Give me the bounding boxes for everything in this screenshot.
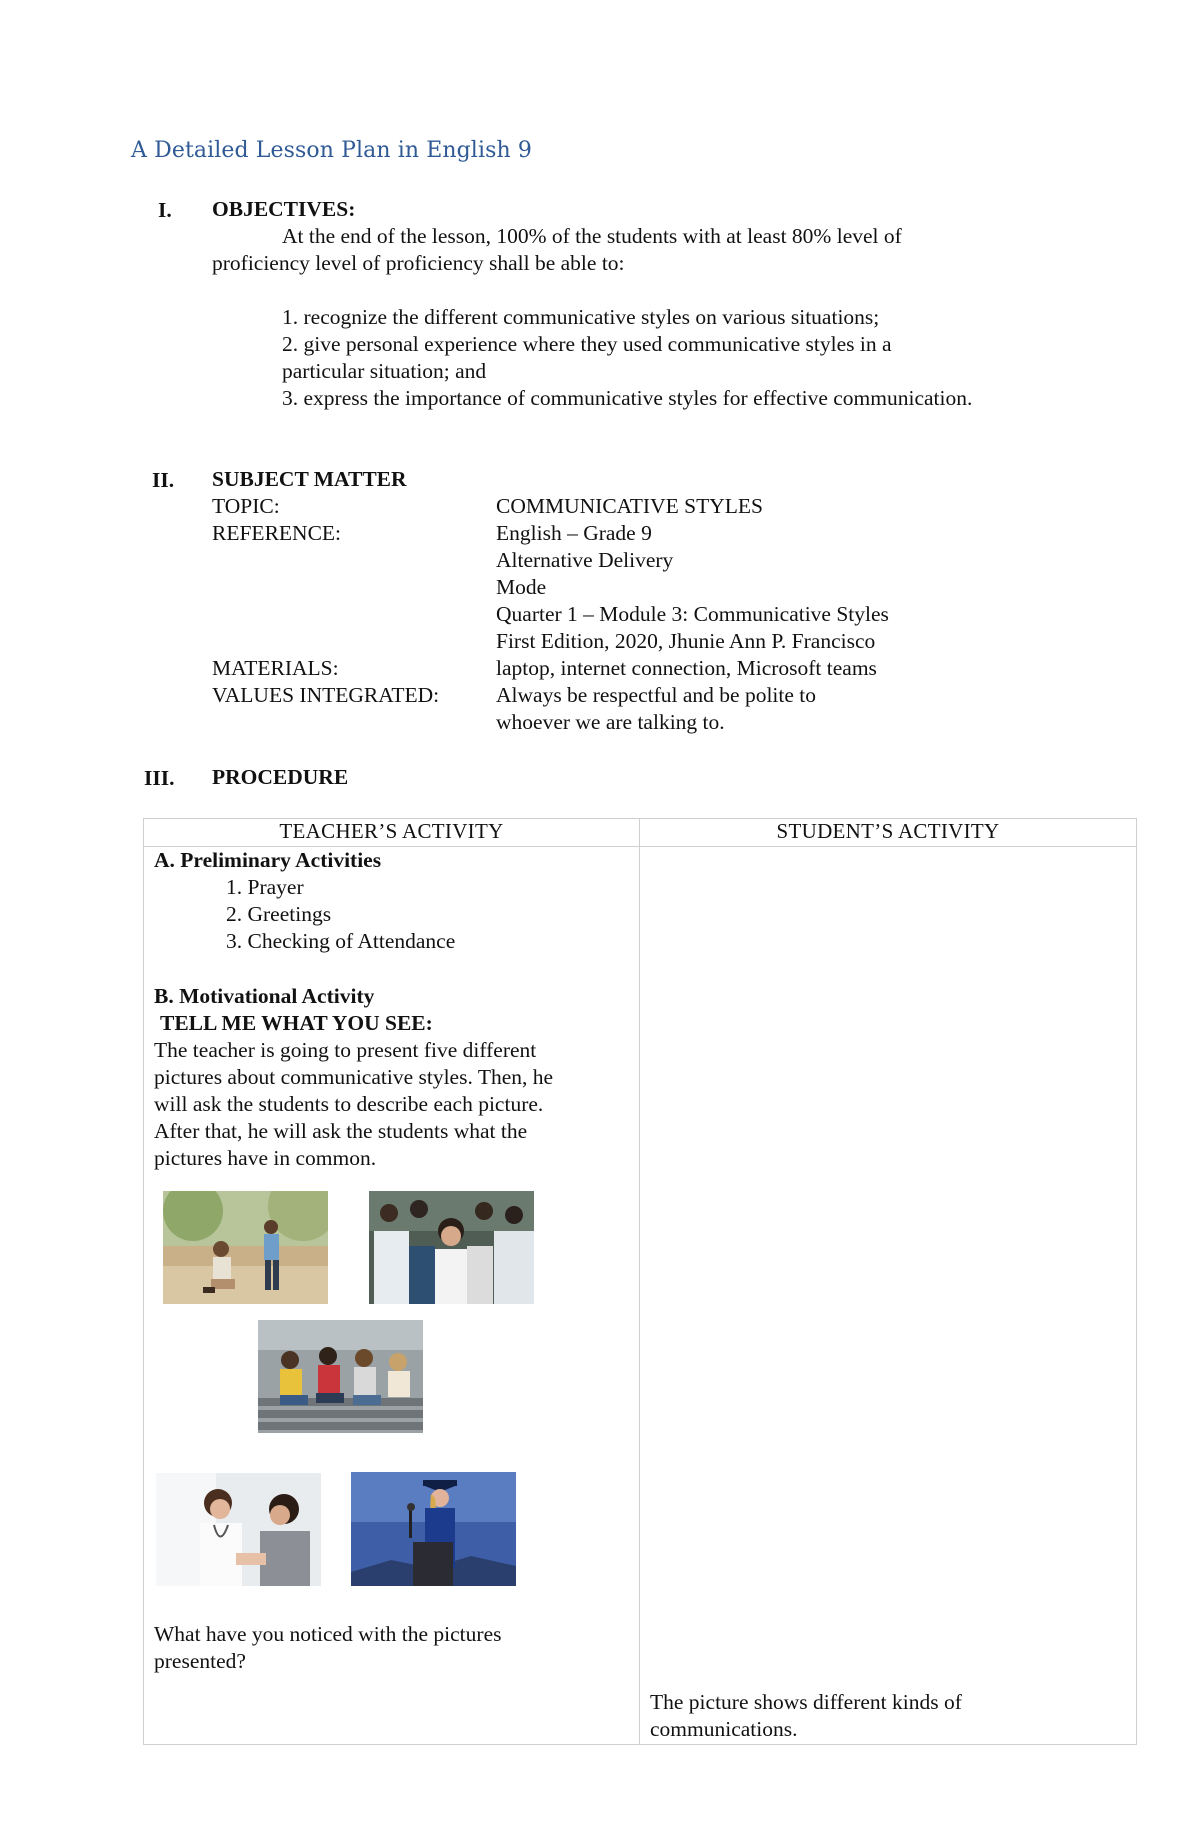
objectives-intro-line-2: proficiency level of proficiency shall be able to:: [212, 251, 625, 275]
table-row: [144, 847, 1137, 1745]
values-integrated-label: VALUES INTEGRATED:: [212, 683, 440, 707]
section-number-objectives: I.: [158, 198, 172, 222]
procedure-heading: PROCEDURE: [212, 765, 349, 789]
teacher-activity-header: TEACHER’S ACTIVITY: [144, 819, 640, 847]
objective-item-3: 3. express the importance of communicative styles for effective communication.: [282, 386, 973, 410]
values-integrated-line: Always be respectful and be polite to: [496, 683, 817, 707]
photo-friends-talking: [258, 1320, 423, 1433]
motivational-description-line: will ask the students to describe each picture.: [154, 1092, 544, 1116]
objectives-intro-line-1: At the end of the lesson, 100% of the students with at least 80% level of: [282, 224, 902, 248]
objective-item-1: 1. recognize the different communicative styles on various situations;: [282, 305, 880, 329]
materials-label: MATERIALS:: [212, 656, 339, 680]
student-activity-cell: [640, 847, 1137, 1745]
procedure-table: [143, 818, 1137, 1745]
answer-line: communications.: [650, 1717, 798, 1741]
motivational-description-line: The teacher is going to present five different: [154, 1038, 537, 1062]
reference-label: REFERENCE:: [212, 521, 342, 545]
motivational-description-line: pictures have in common.: [154, 1146, 377, 1170]
question-line: presented?: [154, 1649, 246, 1673]
objectives-heading: OBJECTIVES:: [212, 197, 356, 221]
motivational-description-line: pictures about communicative styles. Then, he: [154, 1065, 554, 1089]
section-number-procedure: III.: [144, 766, 175, 790]
reference-line: Mode: [496, 575, 547, 599]
motivational-activity-heading: B. Motivational Activity: [154, 984, 375, 1008]
reference-line: English – Grade 9: [496, 521, 652, 545]
materials-value: laptop, internet connection, Microsoft teams: [496, 656, 877, 680]
teacher-activity-cell: [144, 847, 640, 1745]
preliminary-item: 2. Greetings: [226, 902, 332, 926]
objective-item-2: 2. give personal experience where they used communicative styles in a: [282, 332, 892, 356]
photo-graduate-speech: [351, 1472, 516, 1586]
photo-proposal: [163, 1191, 328, 1304]
values-integrated-line: whoever we are talking to.: [496, 710, 725, 734]
objective-item-2-cont: particular situation; and: [282, 359, 487, 383]
reference-line: Quarter 1 – Module 3: Communicative Styles: [496, 602, 889, 626]
student-activity-header: STUDENT’S ACTIVITY: [640, 819, 1137, 847]
preliminary-activities-heading: A. Preliminary Activities: [154, 848, 382, 872]
photo-students-clapping: [369, 1191, 534, 1304]
reference-line: Alternative Delivery: [496, 548, 674, 572]
motivational-description-line: After that, he will ask the students what the: [154, 1119, 528, 1143]
answer-line: The picture shows different kinds of: [650, 1690, 962, 1714]
question-line: What have you noticed with the pictures: [154, 1622, 502, 1646]
preliminary-item: 1. Prayer: [226, 875, 304, 899]
page-title: A Detailed Lesson Plan in English 9: [131, 138, 532, 163]
photo-doctor-patient: [156, 1473, 321, 1586]
table-header-row: [144, 819, 1137, 847]
preliminary-item: 3. Checking of Attendance: [226, 929, 456, 953]
topic-value: COMMUNICATIVE STYLES: [496, 494, 763, 518]
subject-matter-heading: SUBJECT MATTER: [212, 467, 407, 491]
topic-label: TOPIC:: [212, 494, 280, 518]
section-number-subject-matter: II.: [152, 468, 175, 492]
reference-line: First Edition, 2020, Jhunie Ann P. Francisco: [496, 629, 876, 653]
motivational-activity-subheading: TELL ME WHAT YOU SEE:: [160, 1011, 433, 1035]
